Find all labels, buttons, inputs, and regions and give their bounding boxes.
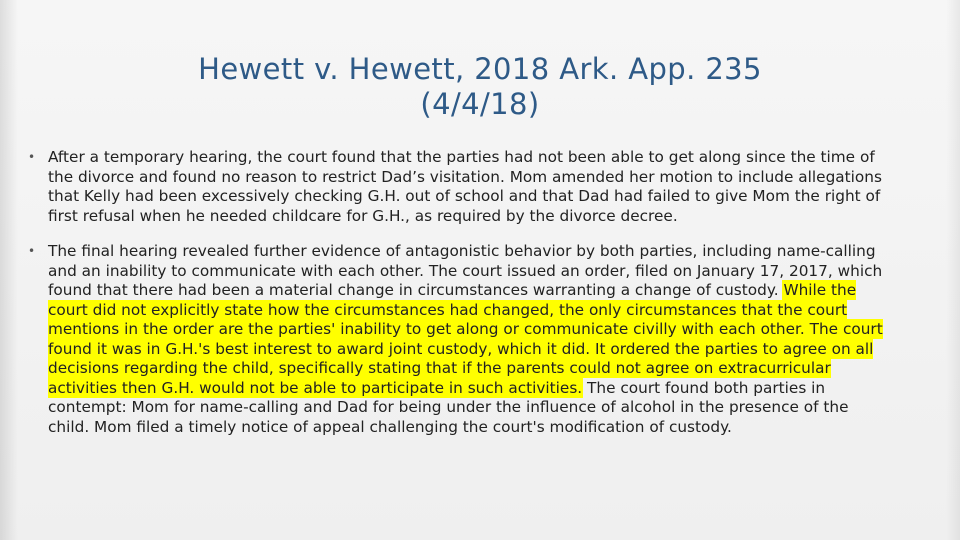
bullet-item-2 — [28, 242, 888, 437]
bullet-dot-icon: • — [28, 150, 36, 164]
slide-right-shadow — [946, 0, 960, 540]
slide-left-shadow — [0, 0, 18, 540]
title-line-2: (4/4/18) — [420, 87, 540, 121]
bullet-list — [28, 148, 888, 437]
bullet-2-text-after: The court found both parties in contempt: Mom for name-calling and Dad for being under the influence of alcohol in the presence of the child. Mom filed a timely notice of appeal challenging the court's modification of custody. — [48, 378, 849, 436]
bullet-2-highlighted-text: While the court did not explicitly state how the circumstances had changed, the only circumstances that the court mentions in the order are the parties' inability to get along or communicate civilly with each other. The court found it was in G.H.'s best interest to award joint custody, which it did. It ordered the parties to agree on all decisions regarding the child, specifically stating that if the parents could not agree on extracurricular activities then G.H. would not be able to participate in such activities. — [48, 281, 883, 397]
slide-title — [110, 52, 850, 122]
bullet-1-text: After a temporary hearing, the court found that the parties had not been able to get along since the time of the divorce and found no reason to restrict Dad’s visitation. Mom amended her motion to include allegations that Kelly had been excessively checking G.H. out of school and that Dad had failed to give Mom the right of first refusal when he needed childcare for G.H., as required by the divorce decree. — [48, 148, 882, 225]
bullet-item-1 — [28, 148, 888, 226]
bullet-2-text-before: The final hearing revealed further evidence of antagonistic behavior by both parties, including name-calling and an inability to communicate with each other. The court issued an order, filed on January 17, 2017, which found that there had been a material change in circumstances warranting a change of custody. — [48, 242, 883, 299]
title-line-1: Hewett v. Hewett, 2018 Ark. App. 235 — [198, 52, 762, 86]
bullet-dot-icon: • — [28, 244, 36, 258]
